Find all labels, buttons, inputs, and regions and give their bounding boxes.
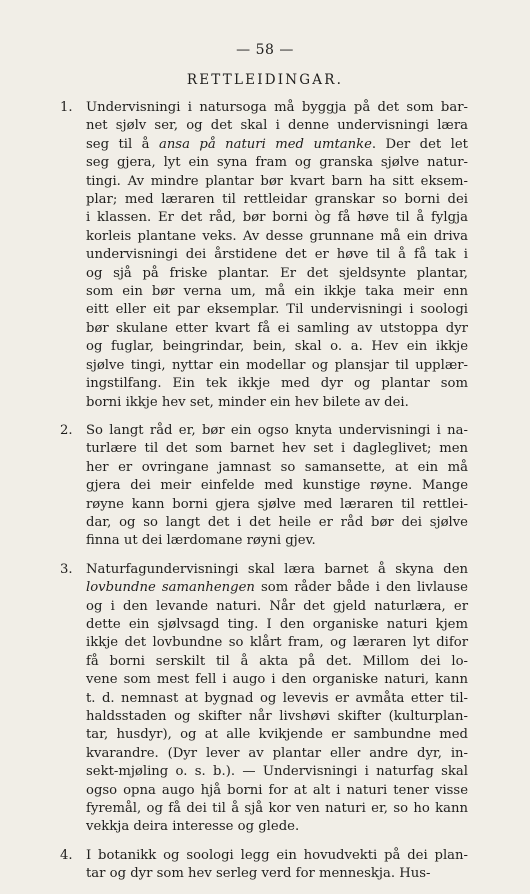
text-line: finna ut dei lærdomane røyni gjev.: [86, 533, 316, 549]
item-number: 2.: [60, 422, 73, 438]
text-line: her er ovringane jamnast so samansette, at ein må: [86, 459, 468, 475]
text-line: vekkja deira interesse og glede.: [86, 819, 300, 835]
text-line: plar; med læraren til rettleidar granskar so borni dei: [86, 192, 468, 208]
text-line: So langt råd er, bør ein ogso knyta undervisningi i na-: [86, 422, 468, 438]
text-line: eitt eller eit par eksemplar. Til undervisningi i soologi: [86, 302, 468, 318]
text-line: turlære til det som barnet hev set i dagleglivet; men: [86, 441, 468, 457]
text-line: bør skulane etter kvart få ei samling av utstoppa dyr: [86, 320, 468, 336]
text-line: t. d. nemnast at bygnad og levevis er avmåta etter til-: [86, 690, 468, 706]
page-number: — 58 —: [236, 42, 294, 58]
text-line: [86, 579, 468, 597]
text-line: Naturfagundervisningi skal læra barnet å skyna den: [86, 561, 468, 577]
text-line: borni ikkje hev set, minder ein hev bilete av dei.: [86, 394, 409, 410]
text-line: [86, 136, 468, 154]
list-item: [60, 847, 468, 884]
text-line: få borni serskilt til å akta på det. Millom dei lo-: [86, 653, 468, 669]
item-text: [86, 99, 468, 412]
text-line: tar, husdyr), og at alle kvikjende er sambundne med: [86, 727, 468, 743]
text-line: gjera dei meir einfelde med kunstige røyne. Mange: [86, 478, 468, 494]
text-line: Undervisningi i natursoga må byggja på det som bar-: [86, 100, 468, 115]
text-line: I botanikk og soologi legg ein hovudvekti på dei plan-: [86, 847, 468, 863]
item-text: [86, 422, 468, 551]
text-line: sekt-mjøling o. s. b.). — Undervisningi i naturfag skal: [86, 764, 468, 780]
text-line: seg gjera, lyt ein syna fram og granska sjølve natur-: [86, 155, 468, 171]
text-line: og fuglar, beingrindar, bein, skal o. a. Hev ein ikkje: [86, 339, 468, 355]
section-title: RETTLEIDINGAR.: [186, 72, 344, 88]
text-line: haldsstaden og skifter når livshøvi skifter (kulturplan-: [86, 709, 468, 724]
text-line: fyremål, og få dei til å sjå kor ven naturi er, so ho kann: [86, 801, 468, 817]
list-item: [60, 561, 468, 837]
text-line: og i den levande naturi. Når det gjeld naturlæra, er: [86, 598, 468, 614]
text-line: ikkje det lovbundne so klårt fram, og læraren lyt difor: [86, 635, 468, 651]
text-line: som ein bør verna um, må ein ikkje taka meir enn: [86, 284, 468, 300]
numbered-list: [60, 99, 468, 894]
text-line: net sjølv ser, og det skal i denne undervisningi læra: [86, 118, 468, 134]
text-line: kvarandre. (Dyr lever av plantar eller andre dyr, in-: [86, 745, 468, 761]
text-line: undervisningi dei årstidene det er høve til å få tak i: [86, 247, 468, 263]
text-run: seg til å: [86, 136, 159, 152]
text-line: og sjå på friske plantar. Er det sjeldsynte plantar,: [86, 265, 468, 281]
item-text: [86, 847, 468, 884]
text-line: ogso opna augo hjå borni for at alt i naturi tener visse: [86, 782, 468, 798]
text-line: dar, og so langt det i det heile er råd bør dei sjølve: [86, 514, 468, 530]
list-item: [60, 422, 468, 551]
text-line: sjølve tingi, nyttar ein modellar og plansjar til upplær-: [86, 357, 468, 373]
text-line: vene som mest fell i augo i den organiske naturi, kann: [86, 672, 468, 688]
text-line: ingstilfang. Ein tek ikkje med dyr og plantar som: [86, 376, 468, 392]
text-line: tingi. Av mindre plantar bør kvart barn ha sitt eksem-: [86, 173, 468, 189]
text-run: . Der det let: [371, 136, 468, 152]
text-line: i klassen. Er det råd, bør borni òg få høve til å fylgja: [86, 210, 468, 226]
item-text: [86, 561, 468, 837]
text-line: tar og dyr som hev serleg verd for menneskja. Hus-: [86, 866, 431, 882]
list-item: [60, 99, 468, 412]
emphasized-text: ansa på naturi med umtanke: [158, 136, 372, 152]
text-line: røyne kann borni gjera sjølve med læraren til rettlei-: [86, 496, 468, 512]
text-run: som råder både i den livlause: [254, 580, 468, 596]
emphasized-text: lovbundne samanhengen: [86, 580, 255, 596]
item-number: 4.: [60, 847, 73, 863]
text-line: korleis plantane veks. Av desse grunnane må ein driva: [86, 228, 468, 244]
item-number: 1.: [60, 100, 73, 115]
text-line: dette ein sjølvsagd ting. I den organiske naturi kjem: [86, 616, 468, 632]
item-number: 3.: [60, 561, 73, 577]
